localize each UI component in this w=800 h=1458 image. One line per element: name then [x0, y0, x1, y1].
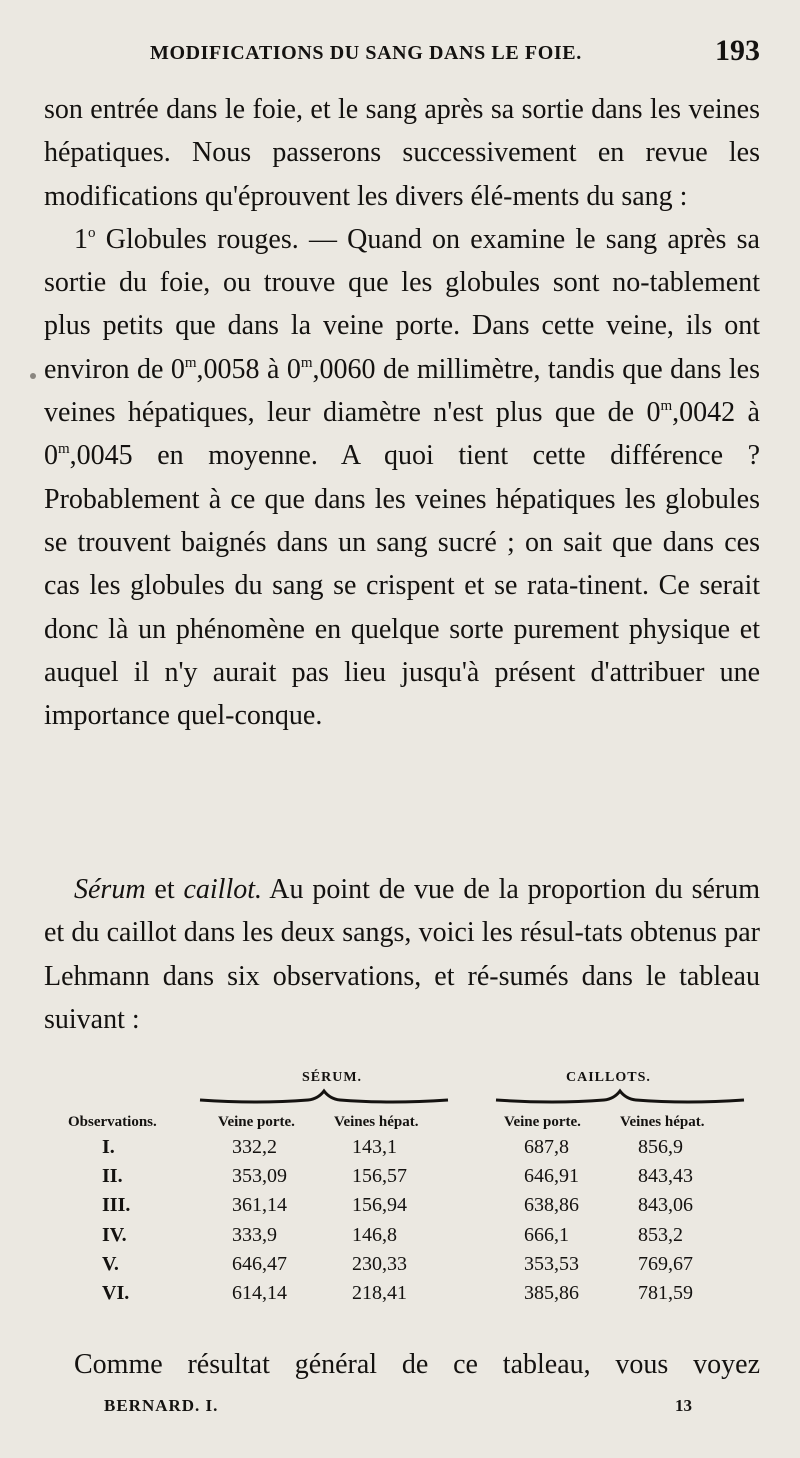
paragraph-text: ,0058 à 0: [196, 353, 301, 385]
paragraph-continuation: son entrée dans le foie, et le sang après sa sortie dans les veines hépatiques. Nous passerons successivement en revue les modifications qu'éprouvent les divers élé-ments du sang :: [44, 94, 760, 212]
column-header-veine-porte-serum: Veine porte.: [218, 1114, 295, 1130]
unit-superscript: m: [660, 398, 673, 415]
italic-term-serum: Sérum: [74, 874, 146, 905]
cell-serum-veines-hepat: 230,33: [352, 1252, 407, 1275]
cell-serum-veine-porte: 614,14: [232, 1282, 287, 1304]
cell-caillots-veines-hepat: 856,9: [638, 1136, 683, 1158]
cell-serum-veine-porte: 361,14: [232, 1194, 287, 1217]
cell-caillots-veine-porte: 687,8: [524, 1136, 569, 1158]
cell-observation: I.: [102, 1136, 115, 1158]
column-header-veine-porte-caillots: Veine porte.: [504, 1114, 581, 1130]
column-header-observations: Observations.: [68, 1114, 157, 1130]
cell-serum-veine-porte: 333,9: [232, 1223, 277, 1246]
paragraph-text: et: [145, 874, 184, 905]
serum-brace: [198, 1086, 450, 1110]
running-header: [150, 34, 760, 74]
paragraph-text: ,0045 en moyenne. A quoi tient cette différence ? Probablement à ce que dans les veines hépatiques les globules se trouvent baignés dans un sang sucré ; on sait que dans ces cas les globules du sang se crispent et se rata-tinent. Ce serait donc là un phénomène en quelque sorte purement physique et auquel il n'y aurait pas lieu jusqu'à présent d'attribuer une importance quel-conque.: [44, 440, 760, 732]
italic-term-caillot: caillot.: [183, 874, 262, 905]
paragraph-globules-rouges: [44, 218, 760, 738]
signature-mark: BERNARD. I.: [104, 1396, 219, 1415]
column-header-veines-hepat-caillots: Veines hépat.: [620, 1114, 705, 1130]
cell-serum-veine-porte: 646,47: [232, 1252, 287, 1275]
column-header-veines-hepat-serum: Veines hépat.: [334, 1114, 419, 1130]
signature-line: [104, 1396, 692, 1426]
running-title: MODIFICATIONS DU SANG DANS LE FOIE.: [150, 42, 582, 64]
cell-serum-veines-hepat: 143,1: [352, 1136, 397, 1158]
cell-caillots-veine-porte: 666,1: [524, 1223, 569, 1246]
unit-superscript: m: [58, 441, 70, 458]
cell-serum-veine-porte: 332,2: [232, 1136, 277, 1158]
cell-caillots-veine-porte: 353,53: [524, 1252, 579, 1275]
cell-caillots-veines-hepat: 843,06: [638, 1194, 693, 1217]
cell-serum-veine-porte: 353,09: [232, 1165, 287, 1188]
paragraph-text: ,0060 de millimètre, tandis que dans les veines hépatiques, leur diamètre n'est plus que de 0: [44, 353, 760, 429]
cell-observation: II.: [102, 1165, 123, 1188]
body-text-lower: [44, 1343, 760, 1386]
page-number: 193: [715, 34, 760, 67]
cell-serum-veines-hepat: 156,57: [352, 1165, 407, 1188]
ordinal-superscript: o: [88, 224, 96, 241]
lehmann-table: [64, 1062, 740, 1332]
paragraph-conclusion: Comme résultat général de ce tableau, vous voyez: [74, 1349, 760, 1380]
body-text-serum: [44, 868, 760, 1041]
cell-caillots-veine-porte: 646,91: [524, 1165, 579, 1188]
enumeration-number: 1: [74, 223, 88, 255]
margin-mark: [30, 373, 36, 379]
paragraph-text: Globules rouges. — Quand on examine le sang après sa sortie du foie, ou trouve que les globules sont no-tablement plus petits que dans la veine porte. Dans cette veine, ils ont environ de 0: [44, 223, 760, 385]
group-heading-serum: SÉRUM.: [302, 1070, 363, 1085]
cell-observation: IV.: [102, 1223, 127, 1246]
paragraph-text: Au point de vue de la proportion du sérum et du caillot dans les deux sangs, voici les résul-tats obtenus par Lehmann dans six observations, et ré-sumés dans le tableau suivant :: [44, 874, 760, 1035]
unit-superscript: m: [184, 354, 197, 371]
cell-caillots-veines-hepat: 843,43: [638, 1165, 693, 1188]
paragraph-text: ,0042 à 0: [44, 397, 760, 472]
cell-serum-veines-hepat: 156,94: [352, 1194, 407, 1217]
cell-caillots-veines-hepat: 769,67: [638, 1252, 693, 1275]
caillots-brace: [494, 1086, 746, 1110]
paragraph-serum-caillot: [44, 868, 760, 1041]
cell-observation: VI.: [102, 1282, 130, 1304]
unit-superscript: m: [300, 354, 313, 371]
cell-caillots-veine-porte: 385,86: [524, 1282, 579, 1304]
cell-caillots-veines-hepat: 781,59: [638, 1282, 693, 1304]
body-text-upper: [44, 88, 760, 737]
cell-caillots-veines-hepat: 853,2: [638, 1223, 683, 1246]
cell-serum-veines-hepat: 146,8: [352, 1223, 397, 1246]
group-heading-caillots: CAILLOTS.: [566, 1070, 651, 1085]
cell-observation: III.: [102, 1194, 131, 1217]
cell-caillots-veine-porte: 638,86: [524, 1194, 579, 1217]
signature-number: 13: [675, 1396, 692, 1415]
cell-serum-veines-hepat: 218,41: [352, 1282, 407, 1304]
cell-observation: V.: [102, 1252, 119, 1275]
